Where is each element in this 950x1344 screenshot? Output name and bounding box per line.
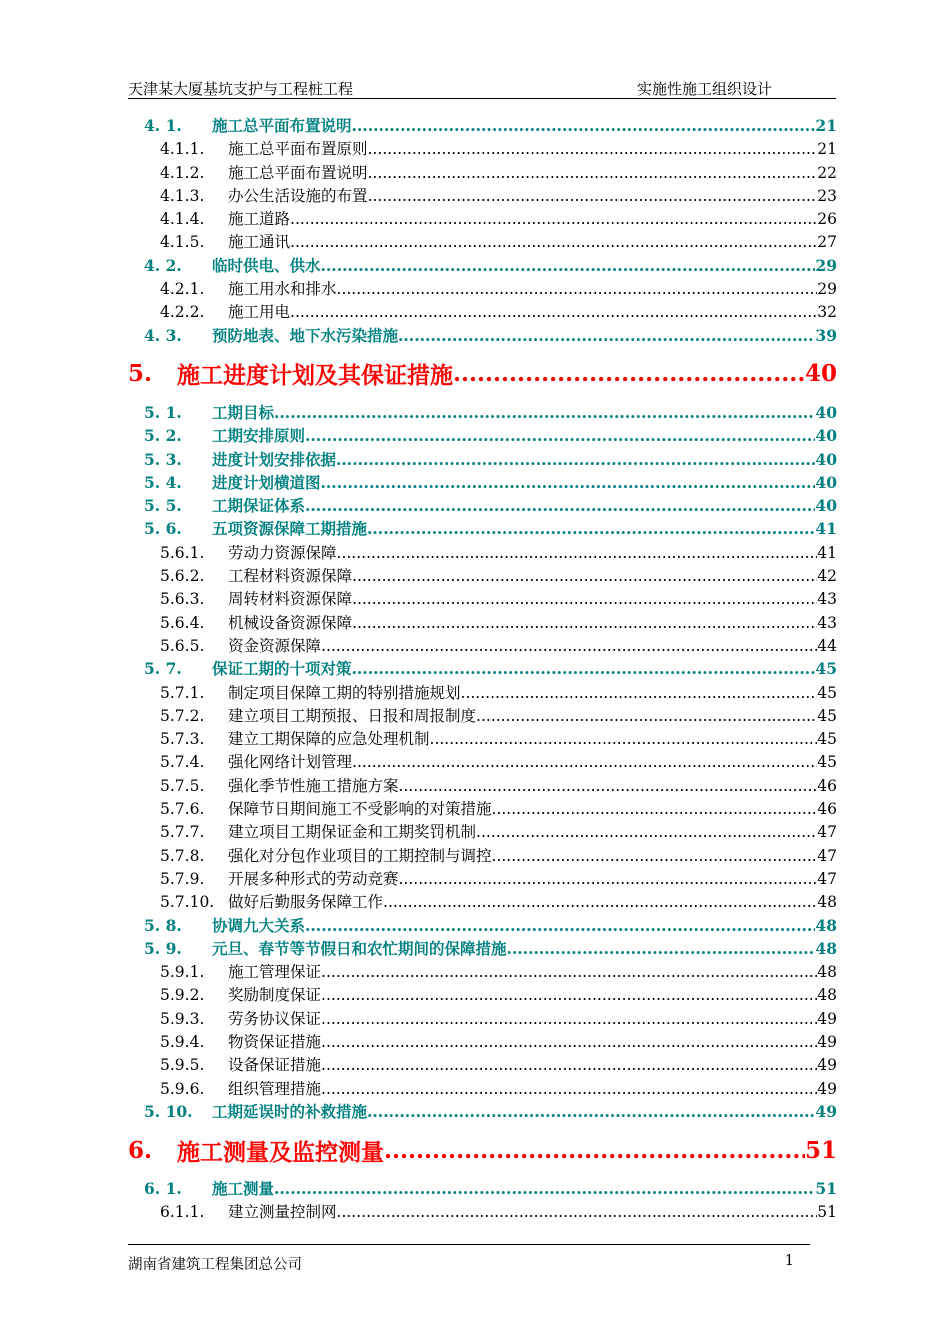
toc-entry-number: 5. 7.	[144, 659, 182, 679]
toc-entry-number: 5.7.3.	[160, 730, 205, 749]
toc-entry[interactable]	[128, 424, 837, 447]
toc-entry[interactable]	[128, 844, 837, 867]
toc-entry-number: 5.7.1.	[160, 683, 205, 702]
toc-entry-title: 工期目标	[212, 402, 275, 422]
toc-entry-number: 5. 5.	[144, 496, 182, 516]
toc-entry-title: 物资保证措施	[228, 1032, 322, 1051]
toc-entry-page: 40	[804, 360, 837, 388]
toc-entry-title: 施工道路	[228, 210, 291, 229]
toc-entry-number: 4.1.5.	[160, 233, 205, 252]
toc-entry-number: 5.7.6.	[160, 800, 205, 819]
toc-entry[interactable]	[128, 914, 837, 937]
toc-entry[interactable]	[128, 750, 837, 773]
toc-entry-number: 5. 1.	[144, 402, 182, 422]
toc-entry-title: 强化对分包作业项目的工期控制与调控	[228, 846, 492, 865]
toc-entry-number: 5.7.7.	[160, 823, 205, 842]
toc-dot-leader	[399, 870, 818, 888]
toc-dot-leader	[453, 360, 805, 387]
toc-entry[interactable]	[128, 564, 837, 587]
page-header	[128, 72, 836, 99]
toc-entry-page: 40	[815, 426, 837, 446]
toc-entry[interactable]	[128, 774, 837, 797]
toc-entry-title: 施工通讯	[228, 233, 291, 252]
toc-entry-title: 施工用水和排水	[228, 280, 337, 299]
toc-entry-title: 资金资源保障	[228, 636, 322, 655]
toc-dot-leader	[492, 847, 818, 865]
toc-entry-page: 22	[817, 163, 837, 182]
toc-entry-title: 机械设备资源保障	[228, 613, 353, 632]
toc-entry-number: 4.1.3.	[160, 186, 205, 205]
toc-entry-page: 39	[815, 325, 837, 345]
toc-entry[interactable]	[128, 471, 837, 494]
table-of-contents	[128, 114, 837, 1224]
toc-entry-page: 43	[817, 590, 837, 609]
toc-entry-title: 建立测量控制网	[228, 1203, 337, 1222]
toc-entry-number: 5.7.8.	[160, 846, 205, 865]
toc-entry-page: 49	[815, 1101, 837, 1121]
toc-entry-number: 5.9.6.	[160, 1079, 205, 1098]
toc-entry-title: 进度计划横道图	[212, 472, 321, 492]
toc-entry-number: 5.7.2.	[160, 706, 205, 725]
toc-entry-title: 五项资源保障工期措施	[212, 519, 368, 539]
toc-entry[interactable]	[128, 681, 837, 704]
toc-entry-number: 5.6.2.	[160, 567, 205, 586]
toc-entry[interactable]	[128, 634, 837, 657]
toc-dot-leader	[321, 963, 817, 981]
toc-dot-leader	[352, 567, 817, 585]
toc-entry-number: 6.1.1.	[160, 1203, 205, 1222]
toc-entry[interactable]	[128, 517, 837, 540]
toc-entry-page: 23	[817, 186, 837, 205]
toc-dot-leader	[321, 1056, 817, 1074]
toc-entry-number: 5.7.4.	[160, 753, 205, 772]
toc-entry[interactable]	[128, 657, 837, 680]
toc-entry-page: 51	[815, 1179, 837, 1199]
toc-entry-title: 周转材料资源保障	[228, 590, 353, 609]
toc-entry-page: 40	[815, 402, 837, 422]
toc-dot-leader	[476, 823, 817, 841]
toc-entry[interactable]	[128, 184, 837, 207]
toc-entry[interactable]	[128, 1200, 837, 1223]
toc-entry[interactable]	[128, 797, 837, 820]
toc-entry-title: 施工测量及监控测量	[177, 1138, 384, 1166]
toc-entry-page: 27	[817, 233, 837, 252]
toc-entry[interactable]	[128, 1177, 837, 1200]
toc-entry[interactable]	[128, 937, 837, 960]
toc-entry-page: 48	[817, 963, 837, 982]
toc-entry[interactable]	[128, 727, 837, 750]
toc-entry[interactable]	[128, 277, 837, 300]
toc-entry[interactable]	[128, 254, 837, 277]
toc-dot-leader	[492, 800, 818, 818]
toc-entry[interactable]	[128, 867, 837, 890]
toc-entry-number: 5. 3.	[144, 449, 182, 469]
toc-entry-page: 26	[817, 210, 837, 229]
toc-entry[interactable]	[128, 161, 837, 184]
toc-entry-title: 强化网络计划管理	[228, 753, 353, 772]
toc-entry-title: 组织管理措施	[228, 1079, 322, 1098]
toc-entry-page: 49	[817, 1009, 837, 1028]
toc-dot-leader	[430, 730, 818, 748]
toc-dot-leader	[305, 426, 815, 445]
toc-dot-leader	[321, 1010, 817, 1028]
toc-entry-page: 40	[815, 449, 837, 469]
toc-entry[interactable]	[128, 611, 837, 634]
toc-entry-page: 41	[815, 519, 837, 539]
toc-dot-leader	[290, 303, 817, 321]
toc-dot-leader	[352, 753, 817, 771]
toc-dot-leader	[383, 893, 817, 911]
toc-dot-leader	[384, 1137, 805, 1164]
toc-entry-page: 49	[817, 1056, 837, 1075]
toc-entry-number: 5.6.4.	[160, 613, 205, 632]
toc-entry-page: 48	[817, 893, 837, 912]
toc-dot-leader	[321, 256, 816, 275]
toc-entry-title: 施工测量	[212, 1179, 275, 1199]
toc-entry[interactable]	[128, 114, 837, 137]
footer-page-number: 1	[784, 1253, 794, 1269]
toc-dot-leader	[368, 140, 818, 158]
footer-company-name: 湖南省建筑工程集团总公司	[128, 1257, 302, 1273]
toc-entry-page: 47	[817, 846, 837, 865]
toc-entry-number: 4.2.2.	[160, 303, 205, 322]
toc-entry-number: 5.7.5.	[160, 776, 205, 795]
toc-entry-number: 5.7.9.	[160, 869, 205, 888]
toc-entry-page: 51	[817, 1203, 837, 1222]
toc-entry-number: 4. 2.	[144, 255, 182, 275]
toc-dot-leader	[367, 1102, 815, 1121]
toc-entry-number: 5.	[128, 360, 153, 388]
toc-entry-page: 32	[817, 303, 837, 322]
toc-entry[interactable]	[128, 1077, 837, 1100]
toc-entry-title: 工期延误时的补救措施	[212, 1101, 368, 1121]
toc-dot-leader	[274, 1179, 815, 1198]
toc-dot-leader	[461, 684, 818, 702]
toc-entry-page: 29	[817, 280, 837, 299]
toc-entry[interactable]	[128, 1053, 837, 1076]
toc-entry-page: 49	[817, 1032, 837, 1051]
toc-entry-title: 预防地表、地下水污染措施	[212, 325, 399, 345]
toc-entry-page: 45	[817, 683, 837, 702]
toc-entry-number: 5. 2.	[144, 426, 182, 446]
toc-dot-leader	[337, 1203, 818, 1221]
toc-entry-page: 51	[804, 1136, 837, 1164]
toc-entry-page: 48	[817, 986, 837, 1005]
toc-dot-leader	[352, 590, 817, 608]
toc-entry-page: 47	[817, 869, 837, 888]
toc-entry-number: 5. 8.	[144, 915, 182, 935]
toc-entry-number: 5.6.3.	[160, 590, 205, 609]
toc-entry-title: 办公生活设施的布置	[228, 186, 368, 205]
toc-entry-page: 43	[817, 613, 837, 632]
toc-entry-title: 施工总平面布置原则	[228, 140, 368, 159]
toc-entry-title: 制定项目保障工期的特别措施规划	[228, 683, 461, 702]
toc-dot-leader	[337, 280, 818, 298]
toc-dot-leader	[367, 519, 815, 538]
toc-entry-page: 44	[817, 636, 837, 655]
toc-dot-leader	[321, 1033, 817, 1051]
toc-entry-number: 5.9.5.	[160, 1056, 205, 1075]
toc-entry[interactable]	[128, 587, 837, 610]
toc-dot-leader	[399, 777, 818, 795]
toc-entry-page: 40	[815, 472, 837, 492]
toc-entry-number: 4.1.2.	[160, 163, 205, 182]
toc-entry[interactable]	[128, 1100, 837, 1123]
toc-dot-leader	[337, 544, 818, 562]
toc-entry-page: 47	[817, 823, 837, 842]
toc-entry-page: 42	[817, 567, 837, 586]
toc-entry-title: 施工用电	[228, 303, 291, 322]
toc-entry-number: 5.9.1.	[160, 963, 205, 982]
toc-entry-number: 6.	[128, 1136, 153, 1164]
page-footer	[128, 1244, 810, 1275]
toc-dot-leader	[321, 637, 817, 655]
toc-entry-number: 5. 4.	[144, 472, 182, 492]
toc-entry-title: 进度计划安排依据	[212, 449, 337, 469]
toc-entry-page: 45	[815, 659, 837, 679]
toc-entry-title: 施工进度计划及其保证措施	[177, 362, 453, 390]
toc-entry[interactable]	[128, 324, 837, 347]
toc-entry-title: 协调九大关系	[212, 915, 306, 935]
toc-dot-leader	[305, 496, 815, 515]
toc-dot-leader	[352, 116, 816, 135]
toc-entry-title: 施工总平面布置说明	[212, 116, 352, 135]
toc-entry-number: 4.2.1.	[160, 280, 205, 299]
toc-entry-title: 建立项目工期预报、日报和周报制度	[228, 706, 477, 725]
toc-entry-page: 45	[817, 706, 837, 725]
toc-entry-number: 4.1.4.	[160, 210, 205, 229]
toc-entry-page: 41	[817, 543, 837, 562]
toc-dot-leader	[274, 403, 815, 422]
toc-entry-page: 45	[817, 730, 837, 749]
toc-entry-page: 40	[815, 496, 837, 516]
toc-entry-page: 21	[817, 140, 837, 159]
header-document-type: 实施性施工组织设计	[636, 80, 772, 98]
toc-entry-title: 保证工期的十项对策	[212, 659, 352, 679]
toc-entry-number: 4.1.1.	[160, 140, 205, 159]
toc-entry-number: 5.9.3.	[160, 1009, 205, 1028]
toc-entry-number: 5. 6.	[144, 519, 182, 539]
toc-dot-leader	[368, 164, 818, 182]
toc-dot-leader	[336, 450, 815, 469]
toc-entry-page: 21	[815, 116, 837, 135]
toc-entry-number: 5.9.2.	[160, 986, 205, 1005]
toc-entry[interactable]	[128, 494, 837, 517]
toc-entry-page: 46	[817, 776, 837, 795]
toc-entry-title: 设备保证措施	[228, 1056, 322, 1075]
toc-dot-leader	[507, 939, 816, 958]
toc-entry-number: 6. 1.	[144, 1179, 182, 1199]
toc-entry-title: 建立工期保障的应急处理机制	[228, 730, 430, 749]
toc-entry[interactable]	[128, 230, 837, 253]
toc-dot-leader	[305, 916, 815, 935]
toc-entry-title: 劳务协议保证	[228, 1009, 322, 1028]
toc-entry-page: 48	[815, 915, 837, 935]
toc-dot-leader	[321, 986, 817, 1004]
toc-entry-title: 保障节日期间施工不受影响的对策措施	[228, 800, 492, 819]
toc-entry[interactable]	[128, 704, 837, 727]
toc-dot-leader	[321, 473, 816, 492]
toc-entry[interactable]	[128, 300, 837, 323]
toc-entry[interactable]	[128, 448, 837, 471]
toc-entry-page: 49	[817, 1079, 837, 1098]
toc-dot-leader	[368, 187, 818, 205]
toc-dot-leader	[290, 233, 817, 251]
toc-entry[interactable]	[128, 207, 837, 230]
toc-entry-title: 建立项目工期保证金和工期奖罚机制	[228, 823, 477, 842]
toc-entry-title: 强化季节性施工措施方案	[228, 776, 399, 795]
toc-entry[interactable]	[128, 1030, 837, 1053]
toc-entry[interactable]	[128, 401, 837, 424]
toc-entry-title: 工期安排原则	[212, 426, 306, 446]
toc-entry-number: 5.6.1.	[160, 543, 205, 562]
toc-dot-leader	[352, 659, 816, 678]
toc-entry-page: 46	[817, 800, 837, 819]
toc-entry-number: 5.7.10.	[160, 893, 215, 912]
toc-entry-page: 48	[815, 938, 837, 958]
toc-entry-title: 元旦、春节等节假日和农忙期间的保障措施	[212, 938, 507, 958]
toc-entry-title: 施工管理保证	[228, 963, 322, 982]
toc-entry[interactable]	[128, 960, 837, 983]
toc-entry-page: 45	[817, 753, 837, 772]
toc-entry[interactable]	[128, 347, 837, 401]
toc-entry-title: 开展多种形式的劳动竞赛	[228, 869, 399, 888]
toc-entry-title: 劳动力资源保障	[228, 543, 337, 562]
toc-entry[interactable]	[128, 1123, 837, 1177]
toc-dot-leader	[398, 326, 815, 345]
toc-dot-leader	[352, 614, 817, 632]
toc-entry[interactable]	[128, 1007, 837, 1030]
toc-entry[interactable]	[128, 890, 837, 913]
toc-entry-number: 5.9.4.	[160, 1032, 205, 1051]
toc-entry-title: 奖励制度保证	[228, 986, 322, 1005]
toc-entry-number: 4. 3.	[144, 325, 182, 345]
toc-dot-leader	[321, 1080, 817, 1098]
toc-dot-leader	[476, 707, 817, 725]
toc-entry[interactable]	[128, 983, 837, 1006]
toc-entry-title: 工程材料资源保障	[228, 567, 353, 586]
toc-entry-number: 5. 10.	[144, 1101, 193, 1121]
toc-entry-title: 临时供电、供水	[212, 255, 321, 275]
toc-dot-leader	[290, 210, 817, 228]
toc-entry-number: 5.6.5.	[160, 636, 205, 655]
toc-entry[interactable]	[128, 137, 837, 160]
toc-entry-title: 做好后勤服务保障工作	[228, 893, 384, 912]
toc-entry-number: 5. 9.	[144, 938, 182, 958]
toc-entry-number: 4. 1.	[144, 116, 182, 135]
toc-entry-page: 29	[815, 255, 837, 275]
toc-entry-title: 施工总平面布置说明	[228, 163, 368, 182]
toc-entry-title: 工期保证体系	[212, 496, 306, 516]
toc-entry[interactable]	[128, 541, 837, 564]
header-project-title: 天津某大厦基坑支护与工程桩工程	[128, 80, 354, 98]
toc-entry[interactable]	[128, 820, 837, 843]
